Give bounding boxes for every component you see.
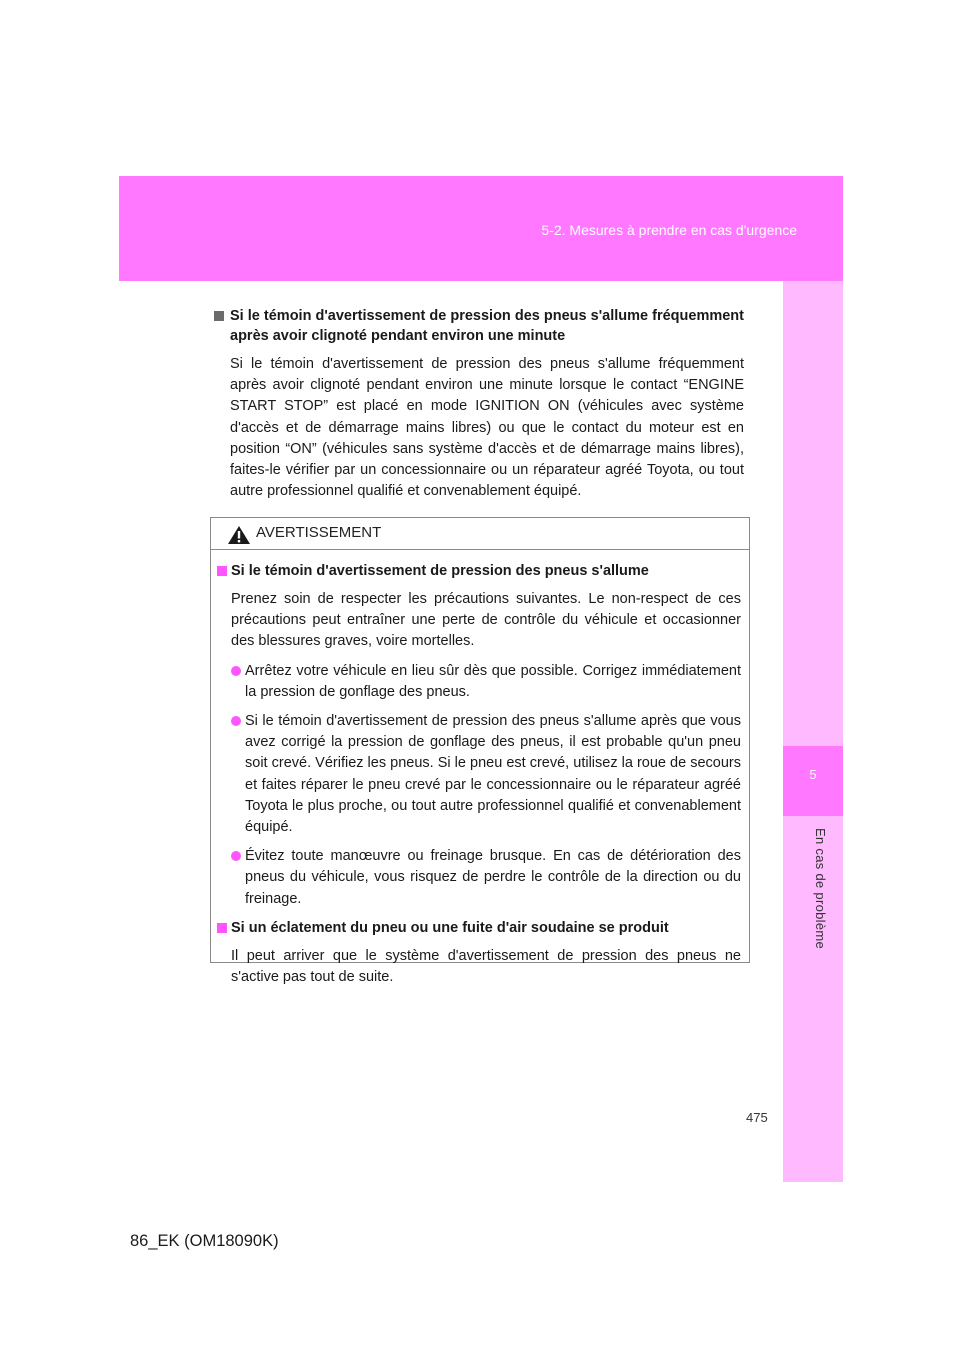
- warning-heading: [215, 918, 741, 938]
- square-bullet-icon: [217, 923, 227, 933]
- page-number: 475: [746, 1110, 768, 1125]
- warning-heading-text: Si un éclatement du pneu ou une fuite d'air soudaine se produit: [231, 919, 669, 936]
- circle-bullet-icon: [231, 666, 241, 676]
- warning-heading: [215, 561, 741, 581]
- circle-bullet-icon: [231, 716, 241, 726]
- square-bullet-icon: [217, 566, 227, 576]
- list-item: [215, 711, 741, 838]
- chapter-title: En cas de problème: [813, 828, 828, 950]
- section-title: 5-2. Mesures à prendre en cas d'urgence: [541, 222, 797, 238]
- warning-triangle-icon: [227, 525, 251, 545]
- section-heading: [214, 306, 744, 346]
- square-bullet-icon: [214, 311, 224, 321]
- list-item: [215, 846, 741, 910]
- warning-header: [211, 518, 749, 550]
- warning-paragraph: Il peut arriver que le système d'avertissement de pression des pneus ne s'active pas tout de suite.: [231, 947, 741, 986]
- circle-bullet-icon: [231, 851, 241, 861]
- header-band: [119, 176, 843, 281]
- list-item-text: Arrêtez votre véhicule en lieu sûr dès que possible. Corrigez immédiatement la pression de gonflage des pneus.: [245, 662, 741, 700]
- list-item-text: Si le témoin d'avertissement de pression des pneus s'allume après que vous avez corrigé la pression de gonflage des pneus, il est probable qu'un pneu soit crevé. Vérifiez les pneus. Si le pneu est crevé, utilisez la roue de secours et faites réparer le pneu crevé par le concessionnaire ou le réparateur agréé Toyota le plus proche, ou tout autre professionnel qualifié et convenablement équipé.: [245, 713, 741, 836]
- warning-box: [210, 517, 750, 986]
- main-content: [214, 306, 744, 502]
- warning-body: [211, 550, 749, 988]
- chapter-number: 5: [809, 767, 817, 782]
- warning-title: AVERTISSEMENT: [256, 524, 382, 541]
- body-paragraph: Si le témoin d'avertissement de pression des pneus s'allume fréquemment après avoir clignoté pendant environ une minute lorsque le contact “ENGINE START STOP” est placé en mode IGNITION ON (véhicules avec système d'accès et de démarrage mains libres) ou que le contact du moteur est en position “ON” (véhicules sans système d'accès et de démarrage mains libres), faites-le vérifier par un concessionnaire ou un réparateur agréé Toyota, ou tout autre professionnel qualifié et convenablement équipé.: [230, 356, 744, 500]
- warning-paragraph: Prenez soin de respecter les précautions suivantes. Le non-respect de ces précautions peut entraîner une perte de contrôle du véhicule et occasionner des blessures graves, voire mortelles.: [231, 591, 741, 650]
- warning-heading-text: Si le témoin d'avertissement de pression des pneus s'allume: [231, 563, 649, 579]
- list-item: [215, 661, 741, 703]
- list-item-text: Évitez toute manœuvre ou freinage brusque. En cas de détérioration des pneus du véhicule, vous risquez de perdre le contrôle de la direction ou du freinage.: [245, 848, 741, 907]
- side-strip: [783, 281, 843, 1182]
- chapter-tab[interactable]: [783, 746, 843, 816]
- heading-text: Si le témoin d'avertissement de pression des pneus s'allume fréquemment après avoir clignoté pendant environ une minute: [230, 308, 744, 344]
- document-code: 86_EK (OM18090K): [130, 1232, 279, 1250]
